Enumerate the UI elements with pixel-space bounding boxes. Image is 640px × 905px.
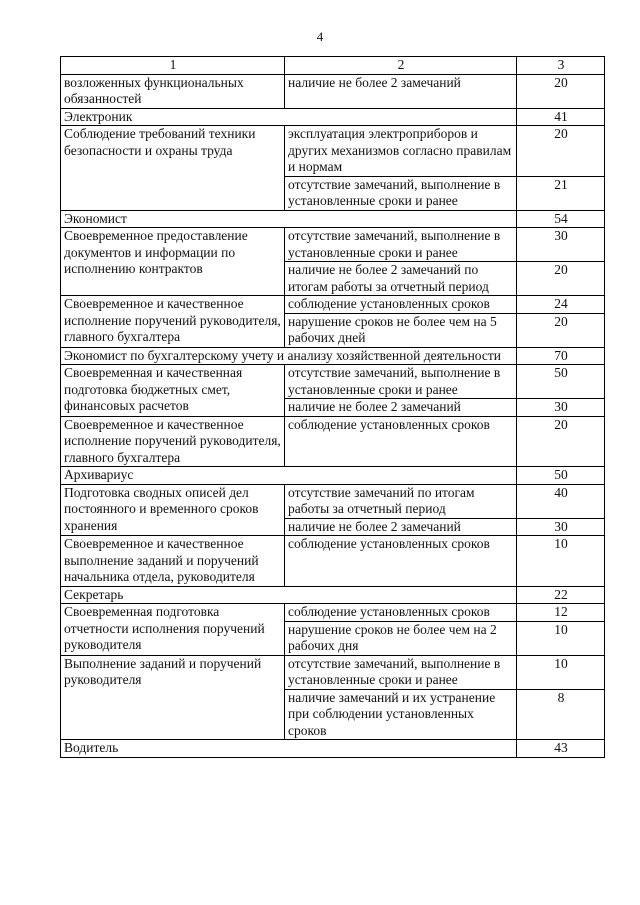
value-cell: 10 <box>517 655 605 689</box>
value-cell: 20 <box>517 74 605 108</box>
header-cell-indicator: 2 <box>285 57 517 75</box>
indicator-cell: отсутствие замечаний, выполнение в установленные сроки и ранее <box>285 365 517 399</box>
indicator-cell: эксплуатация электроприборов и других механизмов согласно правилам и нормам <box>285 126 517 177</box>
section-row <box>61 467 605 485</box>
indicator-cell: наличие замечаний и их устранение при соблюдении установленных сроков <box>285 689 517 740</box>
value-cell: 21 <box>517 176 605 210</box>
criterion-cell: Выполнение заданий и поручений руководителя <box>61 655 285 740</box>
value-cell: 20 <box>517 126 605 177</box>
criterion-row <box>61 296 605 314</box>
criterion-row <box>61 655 605 689</box>
indicator-cell: соблюдение установленных сроков <box>285 296 517 314</box>
criterion-cell: Соблюдение требований техники безопасности и охраны труда <box>61 126 285 211</box>
criterion-cell: Своевременное предоставление документов и информации по исполнению контрактов <box>61 228 285 296</box>
header-cell-value: 3 <box>517 57 605 75</box>
section-row <box>61 108 605 126</box>
indicator-cell: соблюдение установленных сроков <box>285 604 517 622</box>
indicator-cell: отсутствие замечаний, выполнение в установленные сроки и ранее <box>285 176 517 210</box>
indicator-cell: наличие не более 2 замечаний <box>285 518 517 536</box>
section-total-cell: 43 <box>517 740 605 758</box>
criterion-row <box>61 126 605 177</box>
criterion-row <box>61 416 605 467</box>
value-cell: 12 <box>517 604 605 622</box>
value-cell: 8 <box>517 689 605 740</box>
value-cell: 30 <box>517 399 605 417</box>
criterion-cell: возложенных функциональных обязанностей <box>61 74 285 108</box>
section-row <box>61 740 605 758</box>
section-total-cell: 70 <box>517 347 605 365</box>
criterion-cell: Своевременная и качественная подготовка бюджетных смет, финансовых расчетов <box>61 365 285 417</box>
indicator-cell: нарушение сроков не более чем на 2 рабочих дня <box>285 621 517 655</box>
section-total-cell: 22 <box>517 586 605 604</box>
section-total-cell: 50 <box>517 467 605 485</box>
criterion-row <box>61 604 605 622</box>
value-cell: 10 <box>517 536 605 587</box>
criterion-cell: Своевременная подготовка отчетности исполнения поручений руководителя <box>61 604 285 656</box>
criterion-cell: Своевременное и качественное исполнение поручений руководителя, главного бухгалтера <box>61 416 285 467</box>
header-row <box>61 57 605 75</box>
criterion-row <box>61 536 605 587</box>
value-cell: 20 <box>517 416 605 467</box>
section-total-cell: 41 <box>517 108 605 126</box>
indicator-cell: наличие не более 2 замечаний по итогам работы за отчетный период <box>285 262 517 296</box>
criterion-row <box>61 365 605 399</box>
section-row <box>61 210 605 228</box>
section-title-cell: Архивариус <box>61 467 517 485</box>
section-row <box>61 586 605 604</box>
section-title-cell: Электроник <box>61 108 517 126</box>
criteria-table <box>60 56 605 758</box>
section-title-cell: Экономист по бухгалтерскому учету и анализу хозяйственной деятельности <box>61 347 517 365</box>
value-cell: 50 <box>517 365 605 399</box>
value-cell: 20 <box>517 313 605 347</box>
value-cell: 20 <box>517 262 605 296</box>
criterion-row <box>61 228 605 262</box>
indicator-cell: отсутствие замечаний, выполнение в установленные сроки и ранее <box>285 655 517 689</box>
indicator-cell: отсутствие замечаний по итогам работы за отчетный период <box>285 484 517 518</box>
page-number: 4 <box>316 29 324 44</box>
continued-row <box>61 74 605 108</box>
indicator-cell: нарушение сроков не более чем на 5 рабочих дней <box>285 313 517 347</box>
section-title-cell: Экономист <box>61 210 517 228</box>
criterion-cell: Своевременное и качественное выполнение заданий и поручений начальника отдела, руководителя <box>61 536 285 587</box>
indicator-cell: наличие не более 2 замечаний <box>285 74 517 108</box>
criteria-table-body <box>61 57 605 758</box>
criterion-row <box>61 484 605 518</box>
header-cell-criterion: 1 <box>61 57 285 75</box>
value-cell: 24 <box>517 296 605 314</box>
indicator-cell: соблюдение установленных сроков <box>285 416 517 467</box>
section-total-cell: 54 <box>517 210 605 228</box>
criterion-cell: Подготовка сводных описей дел постоянного и временного сроков хранения <box>61 484 285 536</box>
value-cell: 30 <box>517 228 605 262</box>
value-cell: 30 <box>517 518 605 536</box>
section-row <box>61 347 605 365</box>
section-title-cell: Секретарь <box>61 586 517 604</box>
criterion-cell: Своевременное и качественное исполнение поручений руководителя, главного бухгалтера <box>61 296 285 348</box>
indicator-cell: отсутствие замечаний, выполнение в установленные сроки и ранее <box>285 228 517 262</box>
indicator-cell: наличие не более 2 замечаний <box>285 399 517 417</box>
indicator-cell: соблюдение установленных сроков <box>285 536 517 587</box>
value-cell: 40 <box>517 484 605 518</box>
value-cell: 10 <box>517 621 605 655</box>
section-title-cell: Водитель <box>61 740 517 758</box>
